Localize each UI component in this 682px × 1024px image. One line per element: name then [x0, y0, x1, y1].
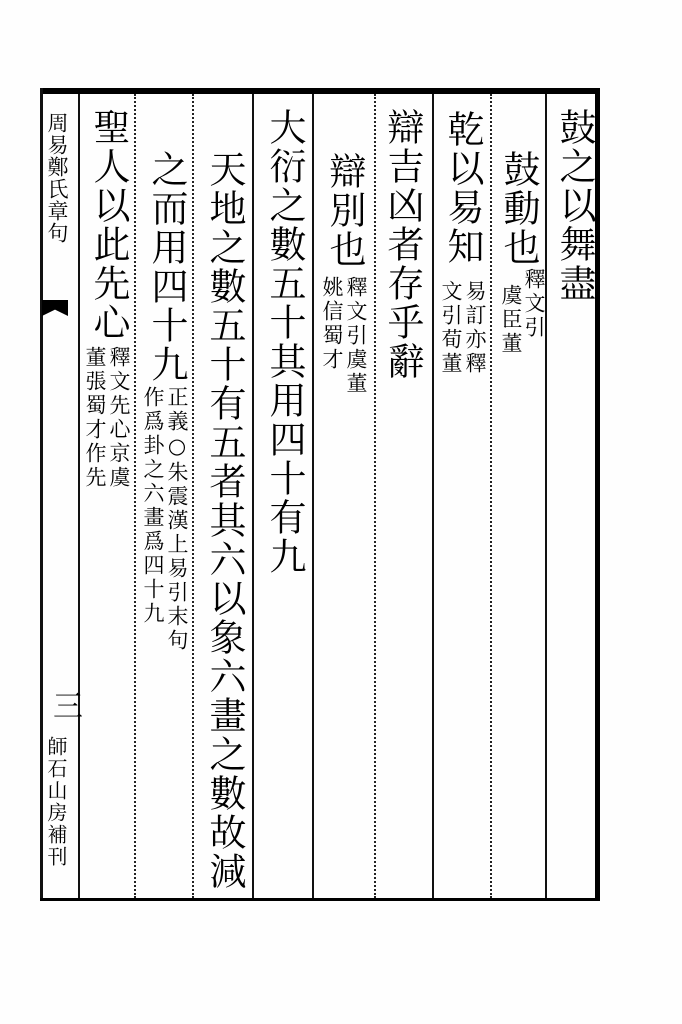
- commentary-line: 易訂亦釋: [463, 280, 487, 376]
- column-rule: [312, 94, 314, 898]
- text-column-3: 乾以易知: [441, 110, 484, 266]
- column-rule: [134, 94, 136, 898]
- text-column-2: 鼓動也: [497, 150, 540, 267]
- text-column-6: 大衍之數五十其用四十有九: [263, 108, 306, 576]
- commentary-line: 作爲卦之六畫爲四十九: [141, 386, 165, 626]
- column-rule: [252, 94, 254, 898]
- commentary-line: 釋文先心京虞: [107, 346, 131, 490]
- commentary-line: 董張蜀才作先: [83, 346, 107, 490]
- commentary-line: 釋文引: [522, 268, 546, 340]
- leaf-number: 三: [47, 690, 82, 720]
- column-rule: [192, 94, 194, 898]
- column-rule: [545, 94, 547, 898]
- text-column-7: 天地之數五十有五者其六以象六畫之數故減: [203, 150, 246, 891]
- publisher-mark: 師石山房補刊: [44, 736, 68, 868]
- commentary-line: 釋文引虞董: [344, 276, 368, 396]
- text-column-5: 辯別也: [323, 152, 366, 269]
- book-title: 周易鄭氏章句: [45, 112, 69, 244]
- text-column-9: 聖人以此先心: [87, 108, 130, 342]
- column-rule: [432, 94, 434, 898]
- frame-bottom-rule: [40, 898, 600, 901]
- commentary-line: 正義○朱震漢上易引末句: [165, 386, 189, 653]
- text-column-8: 之而用四十九: [145, 150, 188, 384]
- text-column-1: 鼓之以舞盡: [553, 108, 596, 303]
- commentary-line: 虞臣董: [499, 284, 523, 356]
- column-rule: [490, 94, 492, 898]
- text-column-4: 辯吉凶者存乎辭: [381, 108, 424, 381]
- column-rule: [78, 94, 80, 898]
- commentary-line: 姚信蜀才: [320, 276, 344, 372]
- commentary-line: 文引荀董: [439, 280, 463, 376]
- column-rule: [374, 94, 376, 898]
